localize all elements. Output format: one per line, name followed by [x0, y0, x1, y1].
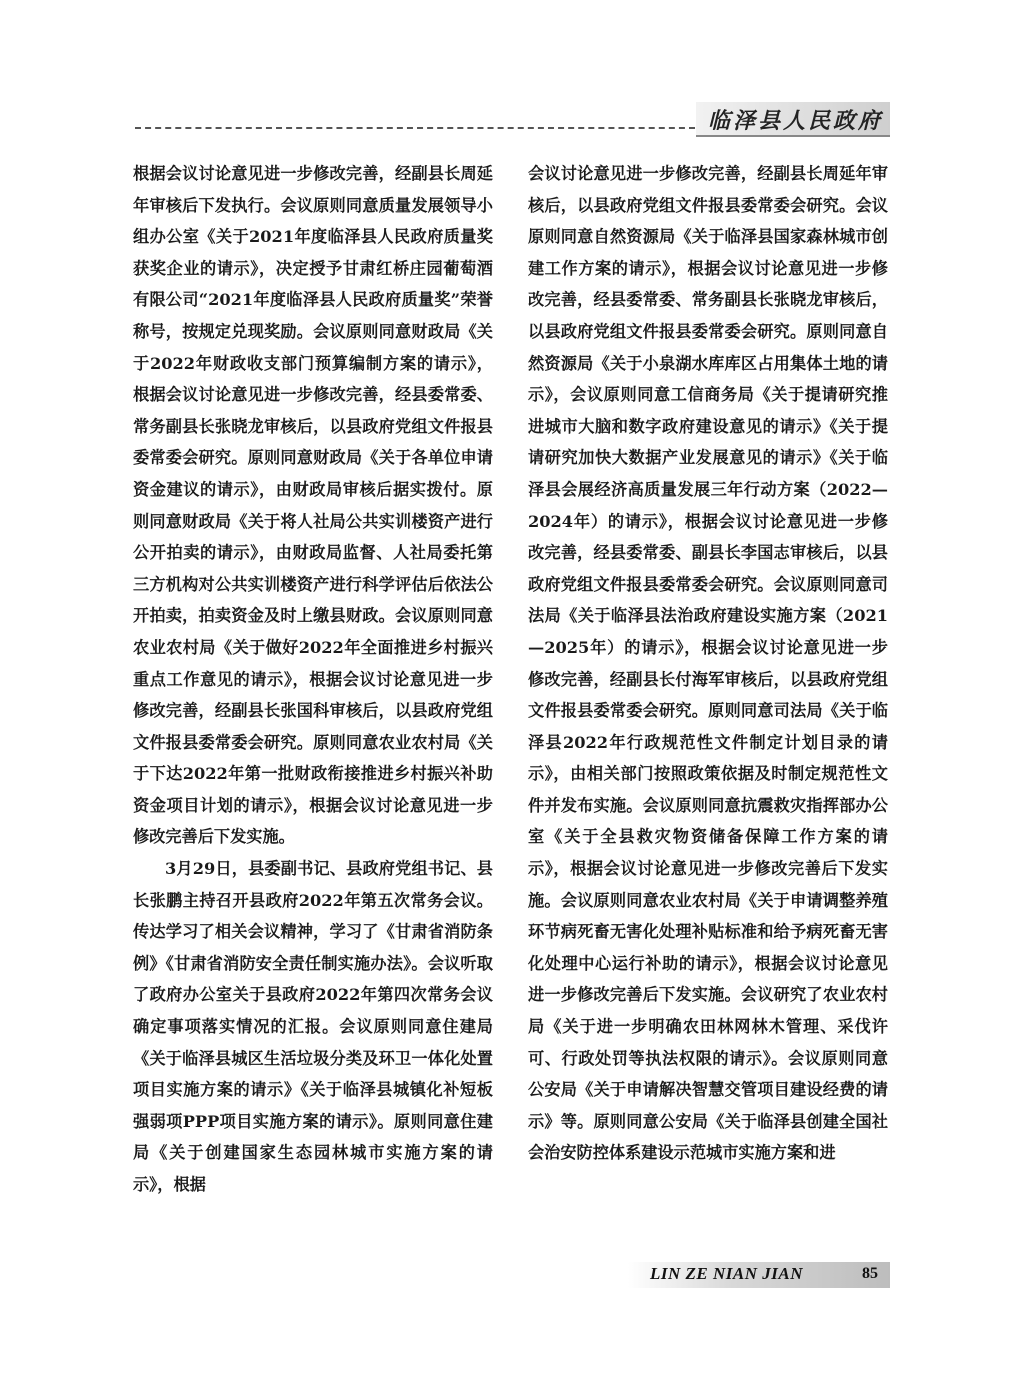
right-column — [528, 158, 888, 1169]
running-header-title: 临泽县人民政府 — [708, 109, 884, 134]
left-paragraph-2: 3月29日，县委副书记、县政府党组书记、县长张鹏主持召开县政府2022年第五次常务会议。传达学习了相关会议精神，学习了《甘肃省消防条例》《甘肃省消防安全责任制实施办法》。会议听取了政府办公室关于县政府2022年第四次常务会议确定事项落实情况的汇报。会议原则同意住建局《关于临泽县城区生活垃圾分类及环卫一体化处置项目实施方案的请示》《关于临泽县城镇化补短板强弱项PPP项目实施方案的请示》。原则同意住建局《关于创建国家生态园林城市实施方案的请示》，根据 — [133, 859, 493, 1194]
left-column — [133, 158, 493, 1201]
header-dashed-rule — [135, 127, 695, 129]
right-paragraph-1: 会议讨论意见进一步修改完善，经副县长周延年审核后，以县政府党组文件报县委常委会研究。会议原则同意自然资源局《关于临泽县国家森林城市创建工作方案的请示》，根据会议讨论意见进一步修改完善，经县委常委、常务副县长张晓龙审核后，以县政府党组文件报县委常委会研究。原则同意自然资源局《关于小泉湖水库库区占用集体土地的请示》，会议原则同意工信商务局《关于提请研究推进城市大脑和数字政府建设意见的请示》《关于提请研究加快大数据产业发展意见的请示》《关于临泽县会展经济高质量发展三年行动方案（2022—2024年）的请示》，根据会议讨论意见进一步修改完善，经县委常委、副县长李国志审核后，以县政府党组文件报县委常委会研究。会议原则同意司法局《关于临泽县法治政府建设实施方案（2021—2025年）的请示》，根据会议讨论意见进一步修改完善，经副县长付海军审核后，以县政府党组文件报县委常委会研究。原则同意司法局《关于临泽县2022年行政规范性文件制定计划目录的请示》，由相关部门按照政策依据及时制定规范性文件并发布实施。会议原则同意抗震救灾指挥部办公室《关于全县救灾物资储备保障工作方案的请示》，根据会议讨论意见进一步修改完善后下发实施。会议原则同意农业农村局《关于申请调整养殖环节病死畜无害化处理补贴标准和给予病死畜无害化处理中心运行补助的请示》，根据会议讨论意见进一步修改完善后下发实施。会议研究了农业农村局《关于进一步明确农田林网林木管理、采伐许可、行政处罚等执法权限的请示》。会议原则同意公安局《关于申请解决智慧交管项目建设经费的请示》等。原则同意公安局《关于临泽县创建全国社会治安防控体系建设示范城市实施方案和进 — [528, 164, 888, 1163]
footer-journal-name: LIN ZE NIAN JIAN — [650, 1264, 803, 1283]
left-paragraph-1: 根据会议讨论意见进一步修改完善，经副县长周延年审核后下发执行。会议原则同意质量发展领导小组办公室《关于2021年度临泽县人民政府质量奖获奖企业的请示》，决定授予甘肃红桥庄园葡萄酒有限公司“2021年度临泽县人民政府质量奖”荣誉称号，按规定兑现奖励。会议原则同意财政局《关于2022年财政收支部门预算编制方案的请示》，根据会议讨论意见进一步修改完善，经县委常委、常务副县长张晓龙审核后，以县政府党组文件报县委常委会研究。原则同意财政局《关于各单位申请资金建议的请示》，由财政局审核后据实拨付。原则同意财政局《关于将人社局公共实训楼资产进行公开拍卖的请示》，由财政局监督、人社局委托第三方机构对公共实训楼资产进行科学评估后依法公开拍卖，拍卖资金及时上缴县财政。会议原则同意农业农村局《关于做好2022年全面推进乡村振兴重点工作意见的请示》，根据会议讨论意见进一步修改完善，经副县长张国科审核后，以县政府党组文件报县委常委会研究。原则同意农业农村局《关于下达2022年第一批财政衔接推进乡村振兴补助资金项目计划的请示》，根据会议讨论意见进一步修改完善后下发实施。 — [133, 164, 493, 847]
page-number: 85 — [862, 1265, 878, 1282]
